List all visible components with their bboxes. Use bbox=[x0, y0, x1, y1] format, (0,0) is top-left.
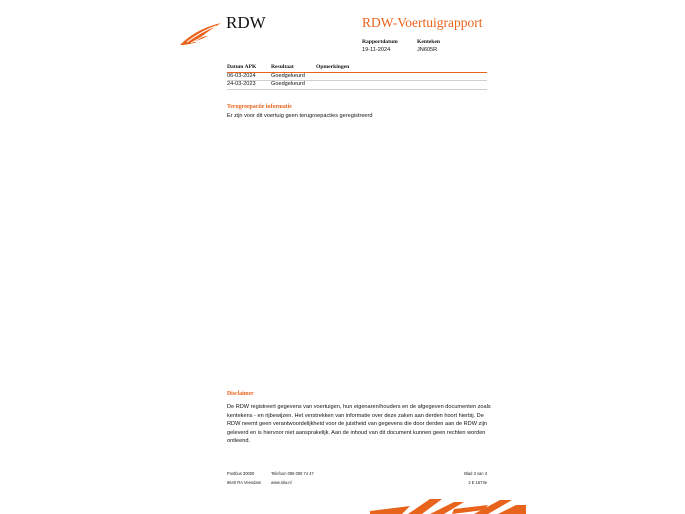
row-divider bbox=[227, 89, 487, 90]
recalls-title: Terugroepactie informatie bbox=[227, 104, 292, 110]
column-header-remarks: Opmerkingen bbox=[316, 64, 350, 70]
plate-value: JN605R bbox=[417, 47, 438, 53]
footer-phone: Telefoon 088 008 74 47 bbox=[271, 471, 314, 476]
brand-stripes-graphic bbox=[370, 497, 526, 514]
disclaimer-line: kentekens - en rijbewijzen. Het verstrekken van informatie over deze zaken aan derden hoort hierbij. De bbox=[227, 412, 484, 419]
footer-page-number: Blad 3 van 3 bbox=[464, 471, 487, 476]
report-title: RDW-Voertuigrapport bbox=[362, 15, 483, 30]
footer-postbus: Postbus 30000 bbox=[227, 471, 255, 476]
table-cell-result: Goedgekeurd bbox=[271, 73, 305, 79]
footer-document-code: 2 E 1673e bbox=[468, 480, 487, 485]
disclaimer-body bbox=[227, 403, 497, 446]
disclaimer-line: De RDW registreert gegevens van voertuigen, hun eigenaren/houders en de afgegeven documenten zoals bbox=[227, 404, 491, 410]
recalls-text: Er zijn voor dit voertuig geen terugroepacties geregistreerd bbox=[227, 113, 373, 119]
rdw-logo-mark bbox=[178, 22, 222, 46]
disclaimer-line: ontleend. bbox=[227, 438, 251, 445]
footer-website[interactable]: www.rdw.nl bbox=[271, 480, 292, 485]
report-date-value: 19-11-2024 bbox=[362, 47, 391, 53]
table-cell-date: 24-03-2023 bbox=[227, 81, 256, 87]
report-date-label: Rapportdatum bbox=[362, 39, 398, 45]
table-cell-date: 06-03-2024 bbox=[227, 73, 256, 79]
table-cell-result: Goedgekeurd bbox=[271, 81, 305, 87]
disclaimer-line: RDW neemt geen verantwoordelijkheid voor de juistheid van gegevens die door derden aan de RDW zijn bbox=[227, 421, 487, 428]
column-header-result: Resultaat bbox=[271, 64, 294, 70]
disclaimer-title: Disclaimer bbox=[227, 391, 254, 397]
row-divider bbox=[227, 80, 487, 81]
plate-label: Kenteken bbox=[417, 39, 440, 45]
column-header-date: Datum APK bbox=[227, 64, 257, 70]
table-header-rule bbox=[227, 72, 487, 73]
brand-name: RDW bbox=[226, 13, 266, 32]
footer-address: 9640 RA Veendam bbox=[227, 480, 262, 485]
disclaimer-line: geleverd en is hiervoor niet aansprakelijk. Aan de inhoud van dit document kunnen geen rechten worden bbox=[227, 429, 486, 436]
